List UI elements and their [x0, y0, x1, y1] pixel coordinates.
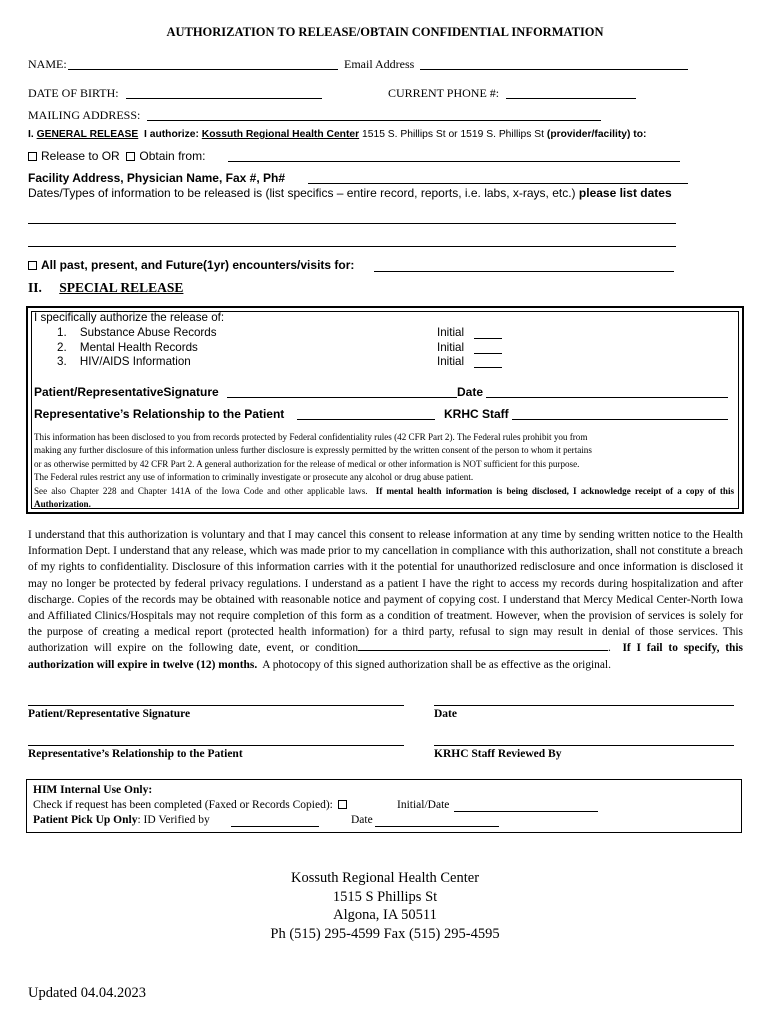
mailing-label: MAILING ADDRESS:	[28, 108, 141, 122]
patient-signature-field[interactable]	[28, 705, 404, 706]
dates-field-line-1[interactable]	[28, 223, 676, 224]
dob-field[interactable]	[126, 98, 322, 99]
initial-field-1[interactable]	[474, 338, 502, 339]
dates-types-label: Dates/Types of information to be released is (list specifics – entire record, reports, i.e. labs, x-rays, etc.)	[28, 186, 576, 200]
disclosure-line: The Federal rules restrict any use of information to criminally investigate or prosecute any alcohol or drug abuse patient.	[34, 472, 474, 483]
footer-org-name: Kossuth Regional Health Center	[290, 870, 480, 886]
item-number: 3.	[57, 355, 67, 368]
item-label: Substance Abuse Records	[79, 326, 217, 339]
facility-address-field[interactable]	[308, 183, 688, 184]
federal-disclosure-notice	[34, 431, 734, 511]
expire-default-text: If I fail to specify, this authorization will expire in twelve (12) months.	[28, 642, 743, 671]
phone-label: CURRENT PHONE #:	[388, 86, 500, 100]
special-release-title: SPECIAL RELEASE	[59, 280, 184, 295]
rep-relationship-label: Representative’s Relationship to the Patient	[28, 748, 243, 760]
patient-signature-label: Patient/Representative Signature	[28, 708, 191, 720]
special-intro: I specifically authorize the release of:	[34, 311, 225, 324]
email-label: Email Address	[344, 57, 415, 71]
please-list-dates: please list dates	[578, 186, 672, 200]
page-title: AUTHORIZATION TO RELEASE/OBTAIN CONFIDENTIAL INFORMATION	[166, 25, 604, 39]
disclosure-line: making any further disclosure of this information unless further disclosure is expressly permitted by the written consent of the person to whom it pertains	[34, 445, 592, 456]
provider-label: (provider/facility) to:	[546, 129, 647, 140]
initial-label: Initial	[437, 341, 465, 354]
special-release-heading	[28, 280, 183, 296]
release-to-checkbox[interactable]	[28, 152, 37, 161]
footer-phone-fax: Ph (515) 295-4599 Fax (515) 295-4595	[270, 925, 500, 942]
rep-relationship-field[interactable]	[28, 745, 404, 746]
photocopy-text: A photocopy of this signed authorization shall be as effective as the original.	[262, 658, 611, 671]
him-check-row	[33, 799, 351, 811]
special-item-3-initial	[437, 355, 464, 368]
him-heading: HIM Internal Use Only:	[33, 784, 153, 796]
section-number: II.	[28, 280, 42, 295]
facility-address-label: Facility Address, Physician Name, Fax #, Ph#	[28, 171, 285, 185]
date-label: Date	[434, 708, 457, 720]
him-initial-date-field[interactable]	[454, 811, 598, 812]
general-release-line	[28, 129, 646, 140]
mailing-field[interactable]	[147, 120, 601, 121]
check-request-label: Check if request has been completed (Faxed or Records Copied):	[33, 799, 333, 811]
facility-name: Kossuth Regional Health Center	[201, 129, 360, 140]
item-number: 2.	[57, 341, 67, 354]
request-completed-checkbox[interactable]	[338, 800, 347, 809]
krhc-reviewed-label: KRHC Staff Reviewed By	[434, 748, 562, 760]
general-release-heading: GENERAL RELEASE	[36, 129, 139, 140]
initial-label: Initial	[437, 326, 465, 339]
pickup-date-field[interactable]	[375, 826, 499, 827]
updated-date: Updated 04.04.2023	[28, 985, 146, 1001]
all-encounters-row	[28, 258, 354, 272]
item-label: HIV/AIDS Information	[79, 355, 191, 368]
special-patient-sig-label: Patient/RepresentativeSignature	[34, 385, 219, 399]
special-item-2-initial	[437, 341, 464, 354]
email-field[interactable]	[420, 69, 688, 70]
consent-text: I understand that this authorization is voluntary and that I may cancel this consent to release information at any time by sending written notice to the Health Information Dept. I understand that any release, which was made prior to my cancellation in compliance with this authorization, shall not constitute a breach of my rights to confidentiality. Disclosure of this information carries with it the potential for unauthorized redisclosure and once information is disclosed it may no longer be protected by federal privacy regulations. I understand as a patient I have the right to access my records during hospitalization and after discharge. Copies of the records may be obtained with reasonable notice and payment of copying cost. I understand that Mercy Medical Center-North Iowa and Affiliated Clinics/Hospitals may not require completion of this form as a condition of treatment. However, when the provision of services is solely for the purpose of creating a medical report (protected health information) for a third party, refusal to sign may result in denial of those services. This authorization will expire on the following date, event, or condition	[28, 529, 743, 655]
pickup-date-label: Date	[351, 814, 373, 826]
special-item-1-initial	[437, 326, 464, 339]
see-also-text: See also Chapter 228 and Chapter 141A of the Iowa Code and other applicable laws.	[34, 485, 368, 496]
obtain-from-checkbox[interactable]	[126, 152, 135, 161]
facility-address: 1515 S. Phillips St or 1519 S. Phillips St	[362, 129, 545, 140]
all-encounters-checkbox[interactable]	[28, 261, 37, 270]
disclosure-line: or as otherwise permitted by 42 CFR Part 2. A general authorization for the release of medical or other information is NOT sufficient for this purpose.	[34, 458, 580, 469]
dob-label: DATE OF BIRTH:	[28, 86, 119, 100]
all-encounters-label: All past, present, and Future(1yr) encounters/visits for:	[41, 258, 355, 272]
expire-condition-field[interactable]	[358, 640, 608, 651]
item-number: 1.	[57, 326, 67, 339]
initial-label: Initial	[437, 355, 465, 368]
name-label: NAME:	[28, 57, 67, 71]
release-obtain-row	[28, 149, 205, 163]
footer-address	[0, 869, 770, 943]
footer-street: 1515 S Phillips St	[332, 888, 438, 905]
dates-types-line	[28, 186, 672, 200]
release-to-label: Release to OR	[41, 149, 120, 163]
footer-city: Algona, IA 50511	[333, 907, 437, 923]
special-rep-relationship-field[interactable]	[297, 419, 435, 420]
special-date-field[interactable]	[486, 397, 728, 398]
special-item-2	[57, 341, 198, 354]
special-krhc-staff-field[interactable]	[512, 419, 728, 420]
special-patient-sig-field[interactable]	[227, 397, 457, 398]
obtain-from-label: Obtain from:	[139, 149, 206, 163]
special-rep-relationship-label: Representative’s Relationship to the Patient	[34, 407, 285, 421]
initial-field-2[interactable]	[474, 353, 502, 354]
consent-paragraph: I understand that this authorization is voluntary and that I may cancel this consent to release information at any time by sending written notice to the Health Information Dept. I understand that any release, which was made prior to my cancellation in compliance with this authorization, shall not constitute a breach of my rights to confidentiality. Disclosure of this information carries with it the potential for unauthorized redisclosure and once information is disclosed it may no longer be protected by federal privacy regulations. I understand as a patient I have the right to access my records during hospitalization and after discharge. Copies of the records may be obtained with reasonable notice and payment of copying cost. I understand that Mercy Medical Center-North Iowa and Affiliated Clinics/Hospitals may not require completion of this form as a condition of treatment. However, when the provision of services is solely for the purpose of creating a medical report (protected health information) for a third party, refusal to sign may result in denial of those services. This authorization will expire on the following date, event, or condition . If I fail to specify, this authorization will expire in twelve (12) months. A photocopy of this signed authorization shall be as effective as the original.	[28, 529, 743, 671]
special-item-3	[57, 355, 191, 368]
date-field[interactable]	[434, 705, 734, 706]
pickup-row	[33, 814, 210, 826]
phone-field[interactable]	[506, 98, 636, 99]
obtain-from-field[interactable]	[228, 161, 680, 162]
him-initial-date-label: Initial/Date	[397, 799, 450, 811]
initial-field-3[interactable]	[474, 367, 502, 368]
id-verified-label: : ID Verified by	[137, 814, 210, 826]
mental-health-ack: If mental health information is being disclosed, I acknowledge receipt of a copy of this Authorization.	[34, 485, 735, 510]
special-date-label: Date	[457, 385, 484, 399]
special-krhc-staff-label: KRHC Staff	[444, 407, 509, 421]
authorize-label: I authorize:	[144, 129, 199, 140]
krhc-reviewed-field[interactable]	[434, 745, 734, 746]
section-number: I.	[28, 129, 34, 140]
dates-field-line-2[interactable]	[28, 246, 676, 247]
name-field[interactable]	[68, 69, 338, 70]
disclosure-line: This information has been disclosed to you from records protected by Federal confidentiality rules (42 CFR Part 2). The Federal rules prohibit you from	[34, 432, 588, 442]
all-encounters-field[interactable]	[374, 271, 674, 272]
item-label: Mental Health Records	[79, 341, 198, 354]
id-verified-field[interactable]	[231, 826, 319, 827]
pickup-label: Patient Pick Up Only	[33, 814, 138, 826]
special-item-1	[57, 326, 217, 339]
